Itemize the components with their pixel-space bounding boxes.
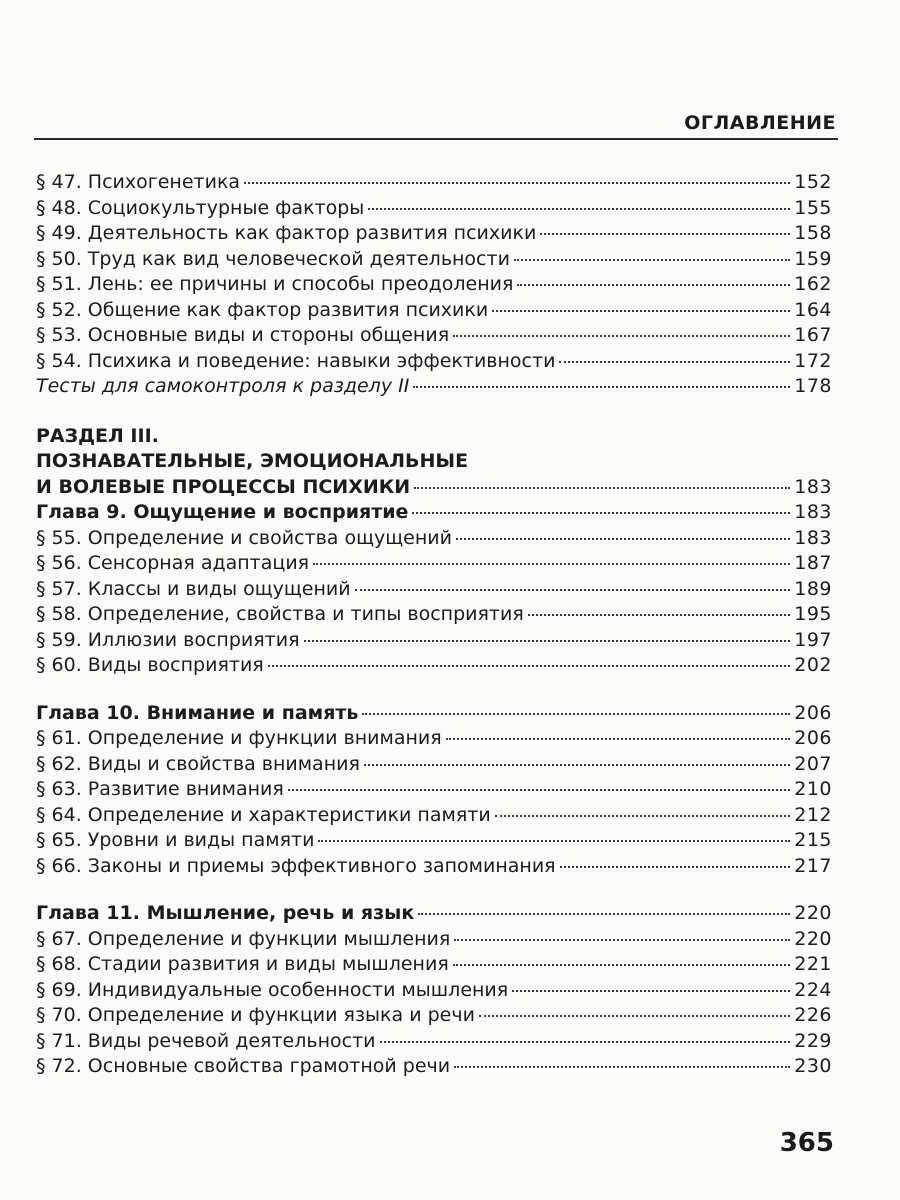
toc-entry-page: 226 xyxy=(794,1004,832,1026)
dot-leader xyxy=(418,913,790,915)
toc-entry-page: 229 xyxy=(794,1029,832,1052)
dot-leader xyxy=(492,310,790,312)
toc-entry-title: § 72. Основные свойства грамотной речи xyxy=(36,1055,451,1077)
dot-leader xyxy=(268,665,791,667)
toc-entry-title: § 69. Индивидуальные особенности мышления xyxy=(36,978,509,1001)
toc-entry-title: § 63. Развитие внимания xyxy=(36,778,284,800)
toc-entry-page: 178 xyxy=(794,375,832,397)
dot-leader xyxy=(559,361,790,363)
dot-leader xyxy=(413,386,790,388)
toc-entry-page: 183 xyxy=(794,501,832,523)
toc-entry-title: § 58. Определение, свойства и типы восприятия xyxy=(36,603,524,625)
toc-row xyxy=(36,298,832,324)
toc-row-chapter11 xyxy=(36,901,832,927)
toc-entry-title: § 52. Общение как фактор развития психики xyxy=(36,298,489,321)
toc-entry-page: 206 xyxy=(794,727,832,749)
toc-entry-title: § 66. Законы и приемы эффективного запоминания xyxy=(36,854,556,877)
toc-entry-page: 195 xyxy=(794,603,832,625)
dot-leader xyxy=(412,512,790,514)
dot-leader xyxy=(244,182,790,184)
toc-row xyxy=(36,196,832,222)
toc-row xyxy=(36,323,832,349)
toc-row xyxy=(36,1003,832,1029)
toc-row-section3 xyxy=(36,475,832,501)
toc-row xyxy=(36,726,832,752)
toc-entry-title: § 59. Иллюзии восприятия xyxy=(36,628,300,651)
toc-entry-title: § 50. Труд как вид человеческой деятельности xyxy=(36,247,510,270)
toc-row xyxy=(36,854,832,880)
toc-entry-title: § 60. Виды восприятия xyxy=(36,654,264,676)
toc-row xyxy=(36,777,832,803)
toc-row xyxy=(36,927,832,953)
toc-entry-title: § 55. Определение и свойства ощущений xyxy=(36,526,452,549)
toc-entry-title: § 51. Лень: ее причины и способы преодоления xyxy=(36,273,514,295)
dot-leader xyxy=(528,614,790,616)
toc-entry-title: § 61. Определение и функции внимания xyxy=(36,727,442,749)
toc-row xyxy=(36,349,832,375)
dot-leader xyxy=(355,589,791,591)
dot-leader xyxy=(479,1015,790,1017)
toc-row xyxy=(36,577,832,603)
toc-entry-page: 207 xyxy=(794,752,832,775)
toc-row xyxy=(36,602,832,628)
toc-entry-title: § 47. Психогенетика xyxy=(36,171,241,193)
dot-leader xyxy=(364,764,790,766)
toc-entry-title: § 54. Психика и поведение: навыки эффективности xyxy=(36,349,556,372)
header-rule xyxy=(34,138,838,140)
toc-entry-page: 183 xyxy=(794,526,832,549)
toc-entry-title: § 57. Классы и виды ощущений xyxy=(36,577,351,600)
chapter-title: Глава 10. Внимание и память xyxy=(36,701,359,724)
toc-entry-title: § 48. Социокультурные факторы xyxy=(36,196,365,219)
toc-entry-page: 221 xyxy=(794,953,832,975)
toc-entry-page: 159 xyxy=(794,247,832,270)
toc-entry-title: § 53. Основные виды и стороны общения xyxy=(36,324,450,346)
spacer xyxy=(36,879,832,901)
toc-entry-page: 152 xyxy=(794,171,832,193)
toc-entry-title: § 65. Уровни и виды памяти xyxy=(36,829,315,851)
toc-entry-page: 187 xyxy=(794,552,832,574)
toc-group-chapter11 xyxy=(36,927,832,1080)
page-number: 365 xyxy=(779,1128,834,1158)
section-heading-line3: И ВОЛЕВЫЕ ПРОЦЕССЫ ПСИХИКИ xyxy=(36,475,411,498)
toc-entry-page: 158 xyxy=(794,222,832,244)
toc-entry-page: 164 xyxy=(794,298,832,321)
dot-leader xyxy=(304,640,791,642)
dot-leader xyxy=(456,538,790,540)
toc-row xyxy=(36,1054,832,1080)
toc-entry-page: 215 xyxy=(794,829,832,851)
spacer xyxy=(36,400,832,424)
dot-leader xyxy=(540,233,790,235)
toc-row xyxy=(36,978,832,1004)
toc-entry-page: 202 xyxy=(794,654,832,676)
toc-row xyxy=(36,653,832,679)
toc-row xyxy=(36,247,832,273)
dot-leader xyxy=(288,789,790,791)
dot-leader xyxy=(512,990,790,992)
page-header-title: ОГЛАВЛЕНИЕ xyxy=(684,112,836,134)
toc-group-part1 xyxy=(36,170,832,374)
toc-entry-page: 183 xyxy=(794,475,832,498)
toc-entry-page: 155 xyxy=(794,196,832,219)
toc-row xyxy=(36,952,832,978)
toc-entry-page: 210 xyxy=(794,778,832,800)
dot-leader xyxy=(453,335,790,337)
toc-entry-page: 206 xyxy=(794,701,832,724)
toc-row xyxy=(36,803,832,829)
dot-leader xyxy=(380,1041,791,1043)
dot-leader xyxy=(414,487,790,489)
toc-entry-title: Тесты для самоконтроля к разделу II xyxy=(36,375,410,397)
toc-row xyxy=(36,221,832,247)
toc-entry-title: § 70. Определение и функции языка и речи xyxy=(36,1004,475,1026)
toc-row xyxy=(36,1029,832,1055)
table-of-contents xyxy=(36,170,832,1080)
toc-entry-title: § 56. Сенсорная адаптация xyxy=(36,552,310,574)
dot-leader xyxy=(517,284,790,286)
toc-row-chapter10 xyxy=(36,701,832,727)
dot-leader xyxy=(453,964,790,966)
toc-entry-page: 197 xyxy=(794,628,832,651)
dot-leader xyxy=(446,738,791,740)
dot-leader xyxy=(318,840,790,842)
dot-leader xyxy=(495,815,791,817)
toc-group-chapter10 xyxy=(36,726,832,879)
toc-row xyxy=(36,828,832,854)
dot-leader xyxy=(368,208,790,210)
toc-row xyxy=(36,272,832,298)
toc-entry-page: 189 xyxy=(794,577,832,600)
toc-row xyxy=(36,526,832,552)
toc-entry-page: 172 xyxy=(794,349,832,372)
toc-entry-title: § 71. Виды речевой деятельности xyxy=(36,1029,376,1052)
dot-leader xyxy=(313,563,790,565)
toc-row-tests xyxy=(36,374,832,400)
chapter-title: Глава 11. Мышление, речь и язык xyxy=(36,902,415,924)
toc-entry-title: § 64. Определение и характеристики памяти xyxy=(36,803,491,826)
toc-entry-page: 224 xyxy=(794,978,832,1001)
toc-entry-page: 217 xyxy=(794,854,832,877)
toc-entry-page: 167 xyxy=(794,324,832,346)
toc-row xyxy=(36,551,832,577)
toc-row xyxy=(36,170,832,196)
toc-entry-page: 212 xyxy=(794,803,832,826)
toc-entry-page: 220 xyxy=(794,927,832,950)
toc-entry-title: § 68. Стадии развития и виды мышления xyxy=(36,953,449,975)
toc-row xyxy=(36,628,832,654)
toc-entry-page: 220 xyxy=(794,902,832,924)
toc-entry-title: § 67. Определение и функции мышления xyxy=(36,927,451,950)
toc-entry-page: 230 xyxy=(794,1055,832,1077)
toc-entry-title: § 62. Виды и свойства внимания xyxy=(36,752,360,775)
toc-row-chapter9 xyxy=(36,500,832,526)
toc-entry-title: § 49. Деятельность как фактор развития психики xyxy=(36,222,537,244)
dot-leader xyxy=(514,259,790,261)
dot-leader xyxy=(454,1066,790,1068)
toc-group-chapter9 xyxy=(36,526,832,679)
toc-row xyxy=(36,752,832,778)
toc-entry-page: 162 xyxy=(794,273,832,295)
dot-leader xyxy=(560,866,791,868)
section-heading-line2: ПОЗНАВАТЕЛЬНЫЕ, ЭМОЦИОНАЛЬНЫЕ xyxy=(36,450,469,472)
section-heading-line1: РАЗДЕЛ III. xyxy=(36,424,159,447)
chapter-title: Глава 9. Ощущение и восприятие xyxy=(36,501,409,523)
dot-leader xyxy=(362,713,790,715)
dot-leader xyxy=(454,939,790,941)
spacer xyxy=(36,679,832,701)
